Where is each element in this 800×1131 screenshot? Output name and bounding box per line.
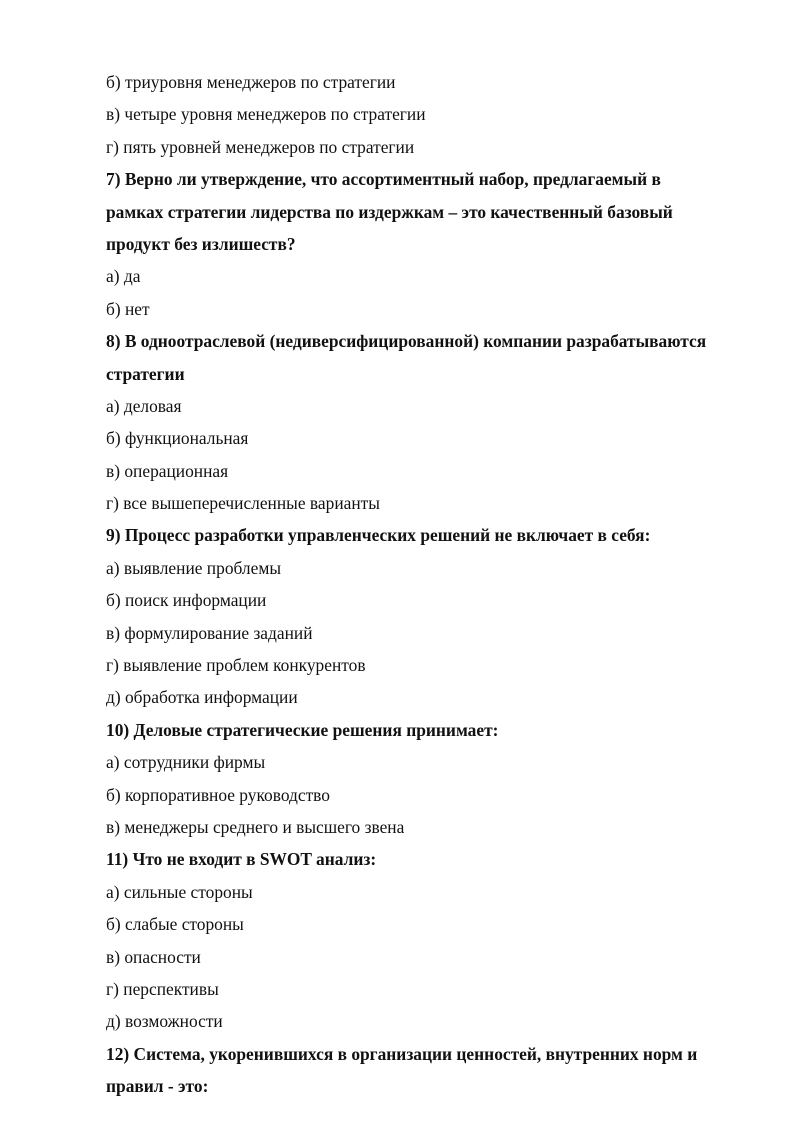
- question-text-line: 8) В одноотраслевой (недиверсифицированной) компании разрабатываются: [106, 331, 707, 352]
- answer-option-line: б) корпоративное руководство: [106, 784, 330, 805]
- answer-option-line: г) все вышеперечисленные варианты: [106, 493, 380, 514]
- answer-option-line: г) перспективы: [106, 978, 219, 999]
- answer-option-line: а) сильные стороны: [106, 881, 253, 902]
- answer-option-line: а) выявление проблемы: [106, 557, 282, 578]
- answer-option-line: в) менеджеры среднего и высшего звена: [106, 816, 405, 837]
- answer-option-line: б) поиск информации: [106, 590, 267, 611]
- answer-option-line: б) функциональная: [106, 428, 249, 449]
- document-body: [106, 66, 766, 1103]
- answer-option-line: а) да: [106, 266, 141, 287]
- question-text-line: продукт без излишеств?: [106, 233, 296, 254]
- answer-option-line: а) деловая: [106, 395, 182, 416]
- question-text-line: 10) Деловые стратегические решения принимает:: [106, 719, 499, 740]
- question-text-line: стратегии: [106, 363, 185, 384]
- question-text-line: 11) Что не входит в SWOT анализ:: [106, 849, 377, 870]
- answer-option-line: б) слабые стороны: [106, 914, 244, 935]
- answer-option-line: г) выявление проблем конкурентов: [106, 655, 366, 676]
- question-text-line: рамках стратегии лидерства по издержкам – это качественный базовый: [106, 201, 673, 222]
- answer-option-line: д) обработка информации: [106, 687, 298, 708]
- answer-option-line: в) опасности: [106, 946, 201, 967]
- answer-option-line: а) сотрудники фирмы: [106, 752, 266, 773]
- answer-option-line: г) пять уровней менеджеров по стратегии: [106, 136, 415, 157]
- question-text-line: 12) Система, укоренившихся в организации ценностей, внутренних норм и: [106, 1043, 698, 1064]
- question-text-line: 7) Верно ли утверждение, что ассортиментный набор, предлагаемый в: [106, 169, 661, 190]
- answer-option-line: б) нет: [106, 298, 150, 319]
- answer-option-line: д) возможности: [106, 1011, 223, 1032]
- answer-option-line: в) четыре уровня менеджеров по стратегии: [106, 104, 426, 125]
- question-text-line: правил - это:: [106, 1076, 209, 1097]
- answer-option-line: в) операционная: [106, 460, 229, 481]
- answer-option-line: б) триуровня менеджеров по стратегии: [106, 72, 396, 92]
- answer-option-line: в) формулирование заданий: [106, 622, 313, 643]
- question-text-line: 9) Процесс разработки управленческих решений не включает в себя:: [106, 525, 651, 546]
